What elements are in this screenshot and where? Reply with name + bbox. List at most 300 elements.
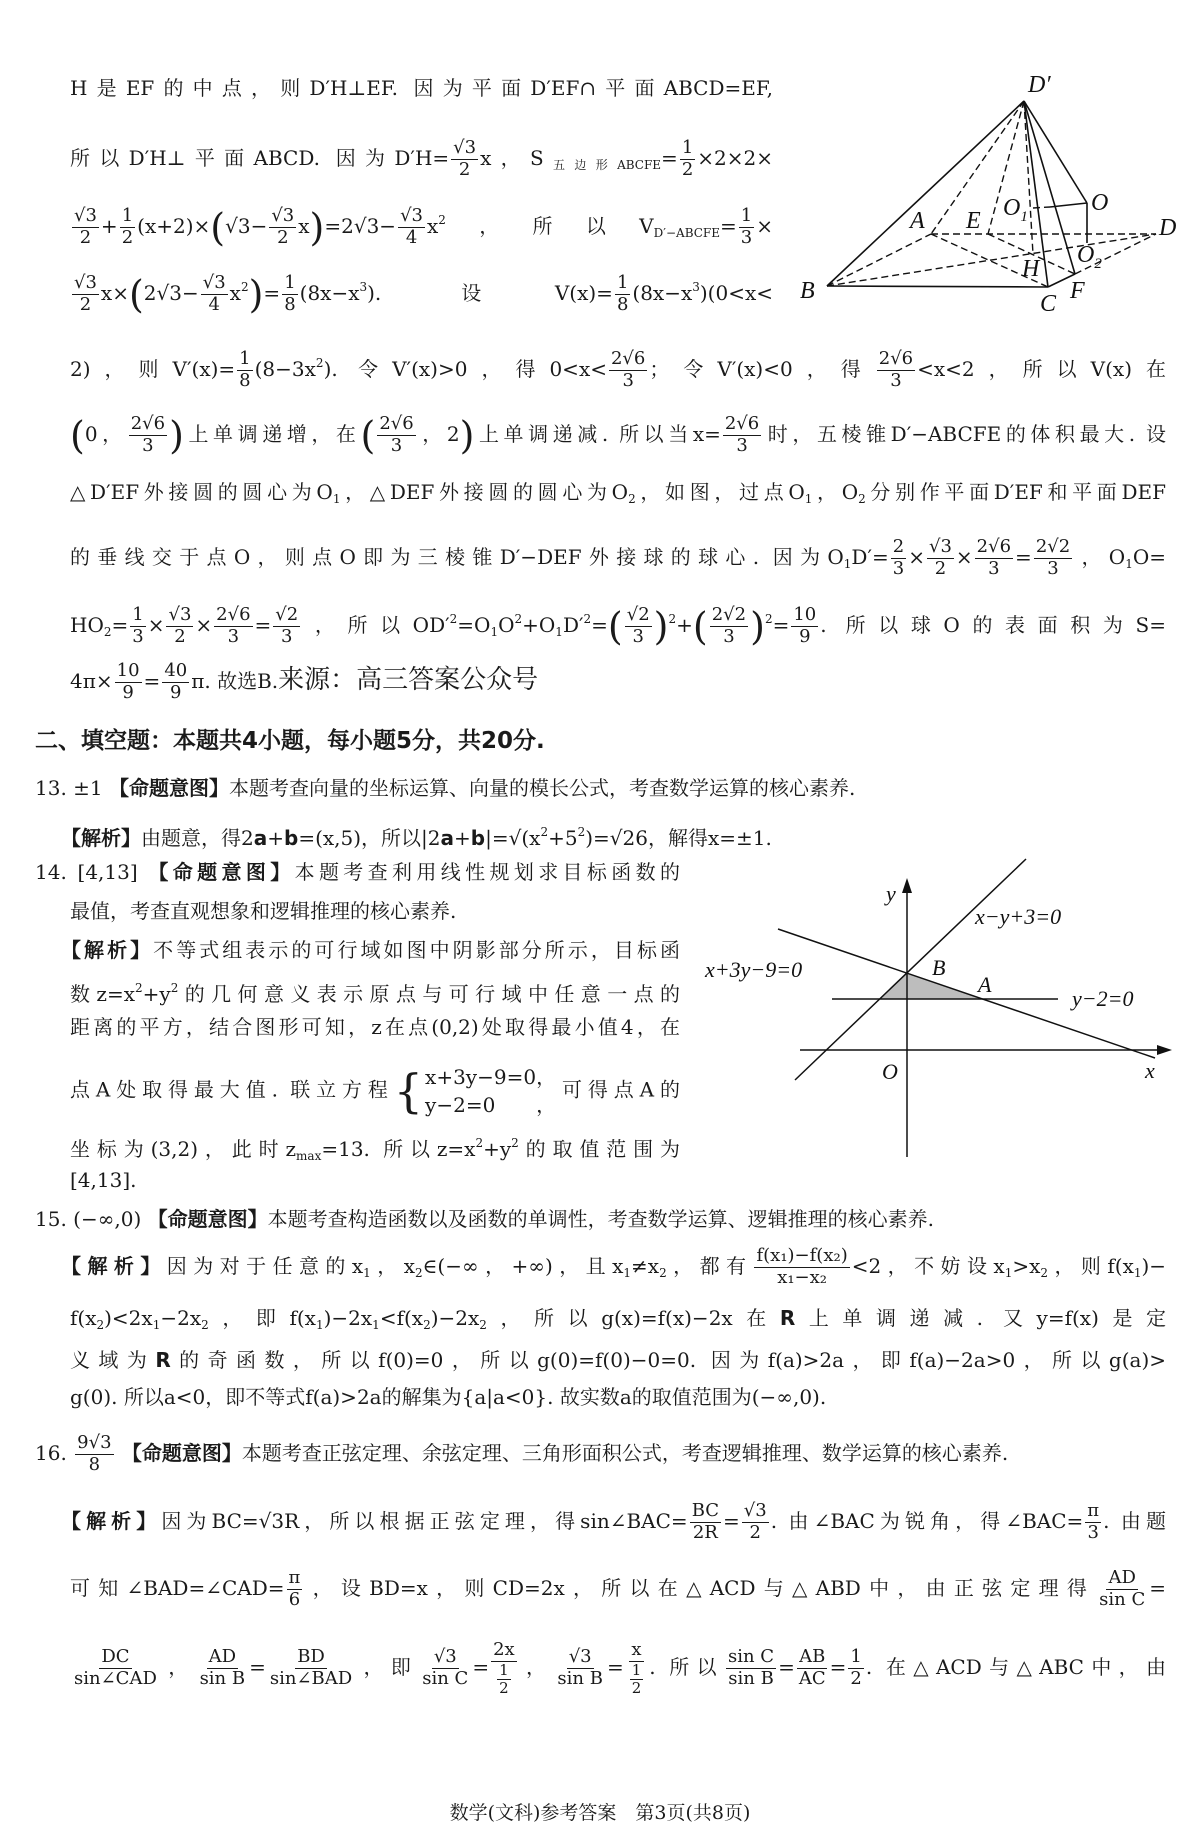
label-o1-main: O [1003, 195, 1021, 221]
label-e: E [966, 208, 981, 234]
q15-line [70, 1296, 1166, 1340]
text-run: +y [142, 982, 171, 1006]
text-run: DC [101, 1646, 130, 1668]
fraction-denominator [555, 1669, 605, 1690]
text-run: 可得点A的 [556, 1077, 680, 1102]
text-run: 3 [281, 626, 293, 647]
text-run: = [772, 613, 790, 637]
q14-line [70, 889, 456, 933]
fraction [497, 1662, 511, 1698]
text-run: 2 [79, 294, 92, 315]
text-run: ，设BD=x，则CD=2x，所以在△ACD与△ABD中，由正弦定理得 [304, 1576, 1096, 1600]
text-run: √3 [202, 272, 226, 294]
text-run: = [591, 613, 608, 637]
label-h: H [1022, 256, 1040, 282]
subscript: 2 [858, 492, 866, 506]
text-run: = [254, 613, 272, 637]
text-run: . 所以 [649, 1655, 724, 1680]
subscript: 2 [103, 625, 112, 639]
equation-system [394, 1063, 556, 1119]
text-run: √3 [568, 1646, 592, 1668]
fraction-numerator [975, 537, 1013, 559]
fraction-denominator [797, 1669, 828, 1690]
bold-text: b [470, 826, 486, 850]
y-axis-arrow-icon [902, 878, 912, 893]
q16-intent-line [35, 1431, 1008, 1475]
fraction-denominator [457, 160, 472, 181]
text-run: 距离的平方，结合图形可知，z在点(0,2)处取得最小值4，在 [70, 1015, 680, 1039]
superscript: 2 [449, 612, 458, 626]
text-run: (8−3x [254, 357, 316, 381]
fraction-denominator [726, 1669, 776, 1690]
text-run: =2√3− [324, 214, 397, 238]
big-parenthesis: ( [607, 604, 623, 649]
fraction-numerator [1106, 1568, 1137, 1590]
big-parenthesis: ) [169, 413, 184, 458]
fraction [555, 1647, 605, 1689]
text-run: 义域为 [70, 1348, 156, 1372]
fraction-denominator [891, 559, 906, 580]
text-run: = [472, 1655, 490, 1680]
fraction-numerator [129, 414, 167, 436]
source-note: 来源：高三答案公众号 [278, 665, 539, 695]
text-run: 10 [793, 604, 817, 626]
text-run: 2√6 [216, 604, 251, 626]
text-run: 2√6 [976, 536, 1012, 558]
text-run: = [263, 281, 281, 305]
text-run: × [147, 613, 165, 637]
text-run: 分别作平面D′EF和平面DEF [865, 480, 1166, 504]
text-run: √3 [400, 205, 423, 227]
text-run: 16. [35, 1441, 74, 1465]
fraction [927, 537, 954, 579]
text-run: (8x−x [632, 281, 693, 305]
text-run: 时，五棱锥D′−ABCFE的体积最大. 设 [763, 422, 1166, 446]
text-run: + [454, 826, 471, 850]
text-run: 3 [890, 370, 902, 391]
text-run: sin C [1099, 1589, 1146, 1610]
page-footer: 数学(文科)参考答案 第3页(共8页) [449, 1802, 751, 1824]
fraction [742, 1501, 769, 1543]
text-run: sin C [422, 1668, 469, 1690]
text-run: √3 [74, 205, 97, 227]
fraction-denominator [797, 627, 812, 648]
text-run: 0， [84, 422, 127, 446]
text-run: >x [1012, 1254, 1041, 1278]
text-run: 上单调递减. 所以当x= [474, 422, 721, 446]
q13-analysis-line [61, 810, 772, 854]
equation-rows [425, 1063, 556, 1119]
bold-text: 【命题意图】 [109, 776, 230, 800]
solution-line [70, 535, 1166, 579]
fraction-denominator [78, 228, 93, 249]
subscript: D′−ABCFE [653, 226, 721, 240]
q15-line [70, 1375, 826, 1419]
text-run: x，S [480, 146, 544, 170]
text-run: 2 [892, 536, 905, 558]
text-run: AD [1108, 1567, 1136, 1589]
subscript: 2 [201, 1318, 209, 1332]
subscript: 1 [315, 1318, 324, 1332]
text-run: sin B [728, 1668, 774, 1690]
line1-label: x−y+3=0 [975, 904, 1062, 929]
text-run: + [100, 214, 118, 238]
text-run: 不等式组表示的可行域如图中阴影部分所示，目标函 [153, 938, 681, 962]
text-run: ；令V′(x)<0，得 [649, 357, 875, 381]
origin-label: O [882, 1059, 898, 1084]
subscript: 1 [623, 1266, 632, 1280]
text-run: 8 [239, 370, 251, 391]
text-run: 3 [142, 435, 154, 456]
fraction-numerator [625, 605, 652, 627]
superscript: 2 [540, 825, 549, 839]
text-run: 本题考查利用线性规划求目标函数的 [294, 860, 681, 884]
fraction [282, 273, 297, 315]
fraction [1034, 537, 1072, 579]
text-run: = [723, 1509, 740, 1533]
fraction [451, 138, 478, 180]
subscript: 1 [490, 625, 499, 639]
solution-line [70, 341, 1166, 391]
subscript: 1 [152, 1318, 161, 1332]
text-run: sin C [728, 1646, 775, 1668]
fraction [129, 414, 167, 456]
fraction-denominator [87, 1455, 102, 1476]
label-f: F [1070, 278, 1085, 304]
text-run: 2 [681, 159, 694, 180]
fraction-numerator [797, 1647, 827, 1669]
subscript: 1 [555, 625, 563, 639]
text-run: ). 设V(x)= [367, 281, 613, 305]
text-run: . 由题 [1103, 1509, 1167, 1533]
fraction-numerator [295, 1647, 327, 1669]
bold-text: b [284, 826, 299, 850]
fraction-denominator [275, 228, 290, 249]
text-run: 2√6 [878, 348, 914, 370]
text-run: ，O [1074, 545, 1126, 569]
text-run: 数z=x [70, 982, 135, 1006]
text-run: 3 [723, 626, 735, 647]
text-run: +O [522, 613, 556, 637]
text-run: = [829, 1655, 847, 1680]
big-parenthesis: ) [248, 272, 264, 317]
text-run: 15. (−∞,0) [35, 1207, 148, 1231]
text-run: 2R [692, 1522, 718, 1543]
q16-line [70, 1566, 1166, 1610]
text-run: AB [799, 1646, 826, 1668]
bold-text: 【命题意图】 [121, 1441, 242, 1465]
bold-text: 【解析】 [61, 938, 154, 962]
fraction-denominator [1097, 1590, 1147, 1611]
text-run: 可知∠BAD=∠CAD= [70, 1576, 285, 1600]
fraction-numerator [710, 605, 748, 627]
text-run: ，所以g(x)=f(x)−2x在 [486, 1306, 780, 1330]
text-run: 2√6 [379, 413, 414, 435]
text-run: 8 [88, 1454, 101, 1475]
fraction-numerator [207, 1647, 238, 1669]
text-run: 3 [390, 435, 403, 456]
superscript: 2 [315, 356, 324, 370]
bold-text: 【解析】 [61, 826, 141, 850]
text-run: + [676, 613, 693, 637]
fraction [609, 349, 647, 391]
fraction-denominator [172, 627, 187, 648]
label-a: A [910, 208, 925, 234]
text-run: ， [518, 1655, 554, 1680]
subscript: 1 [372, 1318, 380, 1332]
subscript: 2 [423, 1318, 431, 1332]
fraction [1085, 1501, 1101, 1543]
text-run: 2 [934, 558, 947, 579]
fraction [72, 1647, 159, 1689]
text-run: sin∠CAD [74, 1668, 157, 1690]
q14-line [70, 1121, 680, 1165]
text-run: = [111, 613, 129, 637]
text-run: 3 [736, 435, 748, 456]
text-run: 14. [4,13] [35, 860, 149, 884]
text-run: . 由∠BAC为锐角，得∠BAC= [770, 1509, 1084, 1533]
bold-text: 【命题意图】 [148, 860, 295, 884]
text-run: 坐标为(3,2)，此时z [70, 1137, 297, 1161]
fraction-denominator [282, 295, 297, 316]
fraction [268, 1647, 354, 1689]
fraction-denominator [497, 1680, 511, 1697]
text-run: 8 [284, 294, 296, 315]
text-run: 9 [122, 682, 134, 703]
text-run: 3 [132, 626, 144, 647]
text-run: BD [297, 1646, 325, 1668]
fraction-denominator [986, 559, 1001, 580]
subscript: 2 [96, 1318, 105, 1332]
fraction [877, 349, 915, 391]
text-run: )(0<x< [699, 281, 773, 305]
fraction-denominator [279, 627, 294, 648]
fraction-numerator [497, 1662, 511, 1680]
text-run: <x<2，所以V(x)在 [917, 357, 1166, 381]
text-run: 10 [116, 660, 140, 682]
text-run: (8x−x [299, 281, 360, 305]
fraction-denominator [734, 436, 749, 457]
fraction-numerator [201, 273, 228, 295]
fraction-numerator [1085, 1501, 1101, 1523]
text-run: × [908, 545, 925, 569]
text-run: HO [70, 613, 104, 637]
fraction [797, 1647, 828, 1689]
text-run: 由题意，得2 [141, 826, 254, 850]
big-parenthesis: ) [309, 205, 325, 250]
fraction-numerator [130, 605, 145, 627]
text-run: ，即f(x [208, 1306, 316, 1330]
label-b: B [800, 278, 815, 304]
text-run: 2 [174, 626, 186, 647]
fraction [625, 605, 652, 647]
text-run: g(0). 所以a<0，即不等式f(a)>2a的解集为{a|a<0}. 故实数a的取值范围为(−∞,0). [70, 1385, 827, 1409]
text-run: (x+2)× [137, 214, 211, 238]
label-o2 [1077, 242, 1102, 272]
text-run: +y [483, 1137, 512, 1161]
text-run: )−2x [430, 1306, 480, 1330]
text-run: 2 [458, 159, 471, 180]
text-run: sin B [557, 1668, 603, 1690]
text-run: 4 [208, 294, 220, 315]
line2-label: x+3y−9=0 [705, 957, 803, 982]
label-o: O [1091, 190, 1109, 216]
subscript: 2 [628, 492, 636, 506]
fraction [791, 605, 818, 647]
label-o1-sub: 1 [1020, 209, 1028, 225]
text-run: √3 [928, 536, 952, 558]
q14-line [70, 966, 680, 1010]
fraction-numerator [630, 1662, 644, 1680]
subscript: 2 [1040, 1266, 1049, 1280]
text-run: O [498, 613, 515, 637]
text-run: △D′EF外接圆的圆心为O [70, 480, 333, 504]
fraction-numerator [72, 206, 99, 228]
fraction [710, 605, 748, 647]
fraction-denominator [721, 627, 736, 648]
solution-line [70, 658, 538, 702]
text-run: =O [457, 613, 491, 637]
subscript: 2 [659, 1266, 667, 1280]
fraction-numerator [567, 1647, 594, 1669]
fraction [115, 661, 142, 703]
text-run: 上单调递增，在 [183, 422, 361, 446]
subscript: 1 [363, 1266, 371, 1280]
text-run: √3 [74, 272, 97, 294]
fraction-denominator [420, 1669, 470, 1690]
fraction [377, 414, 415, 456]
fraction [975, 537, 1013, 579]
big-parenthesis: ) [750, 604, 765, 649]
superscript: 2 [170, 981, 179, 995]
fraction-denominator [1085, 1523, 1100, 1544]
subscript: 2 [414, 1266, 423, 1280]
fraction-numerator [432, 1647, 459, 1669]
subscript: 1 [1133, 1266, 1142, 1280]
equation-row: y−2=0， [425, 1093, 557, 1117]
big-parenthesis: ( [360, 413, 376, 458]
bold-text: R [155, 1348, 171, 1372]
superscript: 2 [514, 612, 523, 626]
fraction-numerator [377, 414, 415, 436]
fraction [630, 1662, 644, 1698]
text-run: 2x [493, 1639, 515, 1660]
superscript: 2 [240, 280, 249, 294]
subscript: 五边形ABCFE [543, 158, 662, 172]
fraction [1097, 1568, 1147, 1610]
q16-line [70, 1639, 1167, 1697]
fraction-numerator [609, 349, 647, 371]
bold-text: 【解析】 [61, 1254, 167, 1278]
text-run: 2 [121, 227, 134, 248]
bold-text: a [440, 826, 455, 850]
text-run: x [229, 281, 241, 305]
text-run: √3 [271, 205, 295, 227]
bold-text: R [779, 1306, 796, 1330]
text-run: ，则f(x [1048, 1254, 1134, 1278]
fraction-numerator [115, 661, 142, 683]
fraction-numerator [629, 1640, 643, 1662]
q13-intent-line [35, 766, 855, 810]
fraction-numerator [726, 1647, 776, 1669]
subscript: 1 [332, 492, 341, 506]
fraction [237, 349, 252, 391]
text-run: |=√(x [485, 826, 541, 850]
fraction-denominator [630, 627, 645, 648]
text-run: 1 [499, 1660, 509, 1679]
section-heading: 二、填空题：本题共4小题，每小题5分，共20分. [35, 728, 545, 754]
fraction-denominator [620, 371, 635, 392]
fraction [690, 1501, 721, 1543]
fraction [269, 206, 296, 248]
text-run: 2 [499, 1678, 509, 1697]
fraction [680, 138, 695, 180]
text-run: 上单调递减. 又y=f(x)是定 [795, 1306, 1167, 1330]
text-run: ≠x [631, 1254, 660, 1278]
text-run: 2 [631, 1678, 642, 1697]
fraction-denominator [775, 1268, 829, 1289]
fraction-numerator [927, 537, 954, 559]
label-d-prime: D′ [1028, 72, 1051, 98]
point-a-label: A [978, 972, 992, 997]
superscript: 2 [511, 1136, 519, 1150]
fraction-denominator [615, 295, 630, 316]
text-run: 13. ±1 [35, 776, 110, 800]
text-run: ，所以OD′ [302, 613, 450, 637]
fraction-numerator [75, 1433, 113, 1455]
fraction-denominator [888, 371, 903, 392]
text-run: + [267, 826, 284, 850]
text-run: 4π× [70, 669, 113, 693]
big-parenthesis: ( [128, 272, 144, 317]
superscript: 2 [577, 825, 586, 839]
q14-line [35, 850, 680, 894]
text-run: 9 [799, 626, 811, 647]
text-run: <2，不妨设x [851, 1254, 1005, 1278]
text-run: ×2×2× [697, 146, 773, 170]
text-run: 3 [622, 370, 634, 391]
fraction-numerator [273, 605, 300, 627]
text-run: 2 [79, 227, 92, 248]
fraction-denominator [848, 1669, 863, 1690]
text-run: AD [208, 1646, 237, 1668]
text-run: π. 故选B. [191, 669, 279, 693]
text-run: f(x [70, 1306, 97, 1330]
text-run: ， [160, 1655, 196, 1680]
text-run: 9√3 [77, 1432, 112, 1454]
fraction-denominator [268, 1669, 354, 1690]
text-run: sin B [199, 1668, 246, 1690]
text-run: sin∠BAD [269, 1668, 353, 1690]
text-run: ∈(−∞，+∞)，且x [422, 1254, 624, 1278]
text-run: 3 [1087, 1522, 1099, 1543]
fraction-denominator [206, 295, 221, 316]
text-run: 的几何意义表示原点与可行域中任意一点的 [178, 982, 681, 1006]
big-parenthesis: ) [459, 413, 475, 458]
fraction-denominator [630, 1680, 644, 1697]
text-run: [4,13]. [70, 1168, 137, 1192]
subscript: 1 [1004, 1266, 1013, 1280]
fraction-denominator [198, 1669, 248, 1690]
text-run: BC [691, 1500, 720, 1522]
text-run: f(x₁)−f(x₂) [756, 1245, 848, 1267]
fraction-numerator [1034, 537, 1072, 559]
fraction-numerator [162, 661, 189, 683]
text-run: x× [100, 281, 129, 305]
fraction-numerator [398, 206, 425, 228]
fraction [214, 605, 252, 647]
fraction [615, 273, 630, 315]
